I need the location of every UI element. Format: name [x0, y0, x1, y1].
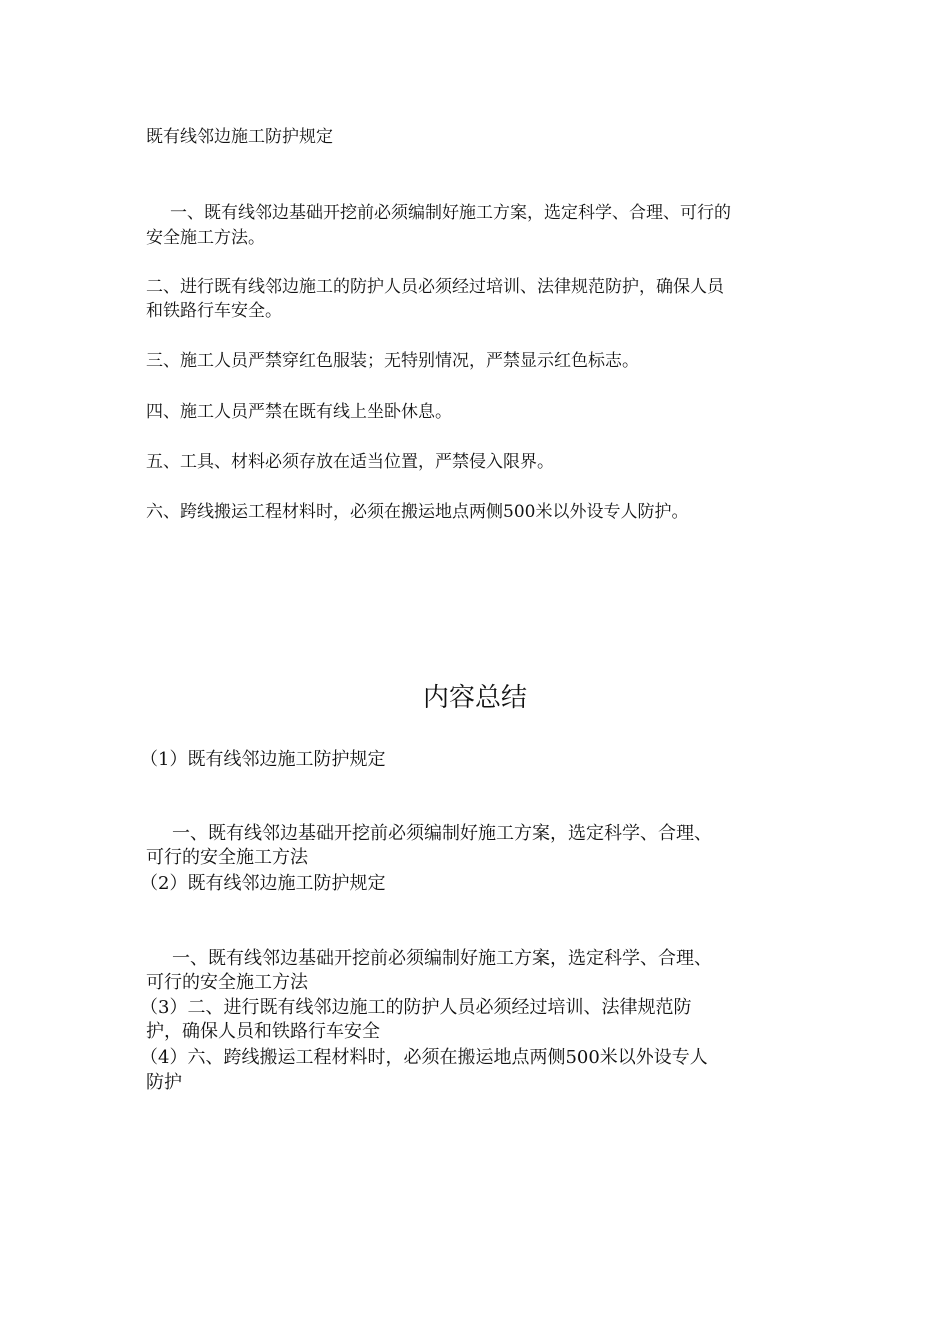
summary-item-4-line-1: （4）六、跨线搬运工程材料时，必须在搬运地点两侧500米以外设专人	[140, 1047, 708, 1068]
document-heading: 既有线邻边施工防护规定	[146, 127, 333, 147]
rule-2-line-1: 二、进行既有线邻边施工的防护人员必须经过培训、法律规范防护，确保人员	[146, 277, 724, 297]
summary-title: 内容总结	[422, 683, 527, 713]
summary-item-2-line-1: 一、既有线邻边基础开挖前必须编制好施工方案，选定科学、合理、	[172, 948, 712, 969]
rule-2-line-2: 和铁路行车安全。	[146, 301, 282, 321]
rule-5: 五、工具、材料必须存放在适当位置，严禁侵入限界。	[146, 452, 554, 472]
summary-item-3-line-1: （3）二、进行既有线邻边施工的防护人员必须经过培训、法律规范防	[140, 997, 692, 1018]
rule-1-line-1: 一、既有线邻边基础开挖前必须编制好施工方案，选定科学、合理、可行的	[170, 203, 731, 223]
rule-4: 四、施工人员严禁在既有线上坐卧休息。	[146, 402, 452, 422]
rule-3: 三、施工人员严禁穿红色服装；无特别情况，严禁显示红色标志。	[146, 351, 639, 371]
summary-item-2-line-2: 可行的安全施工方法	[146, 972, 308, 993]
rule-1-line-2: 安全施工方法。	[146, 228, 265, 248]
summary-item-1-label: （1）既有线邻边施工防护规定	[140, 749, 386, 770]
summary-item-3-line-2: 护，确保人员和铁路行车安全	[146, 1021, 380, 1042]
summary-item-1-line-2: 可行的安全施工方法	[146, 847, 308, 868]
summary-item-4-line-2: 防护	[146, 1072, 182, 1093]
summary-item-2-label: （2）既有线邻边施工防护规定	[140, 873, 386, 894]
rule-6: 六、跨线搬运工程材料时，必须在搬运地点两侧500米以外设专人防护。	[146, 502, 689, 522]
summary-item-1-line-1: 一、既有线邻边基础开挖前必须编制好施工方案，选定科学、合理、	[172, 823, 712, 844]
